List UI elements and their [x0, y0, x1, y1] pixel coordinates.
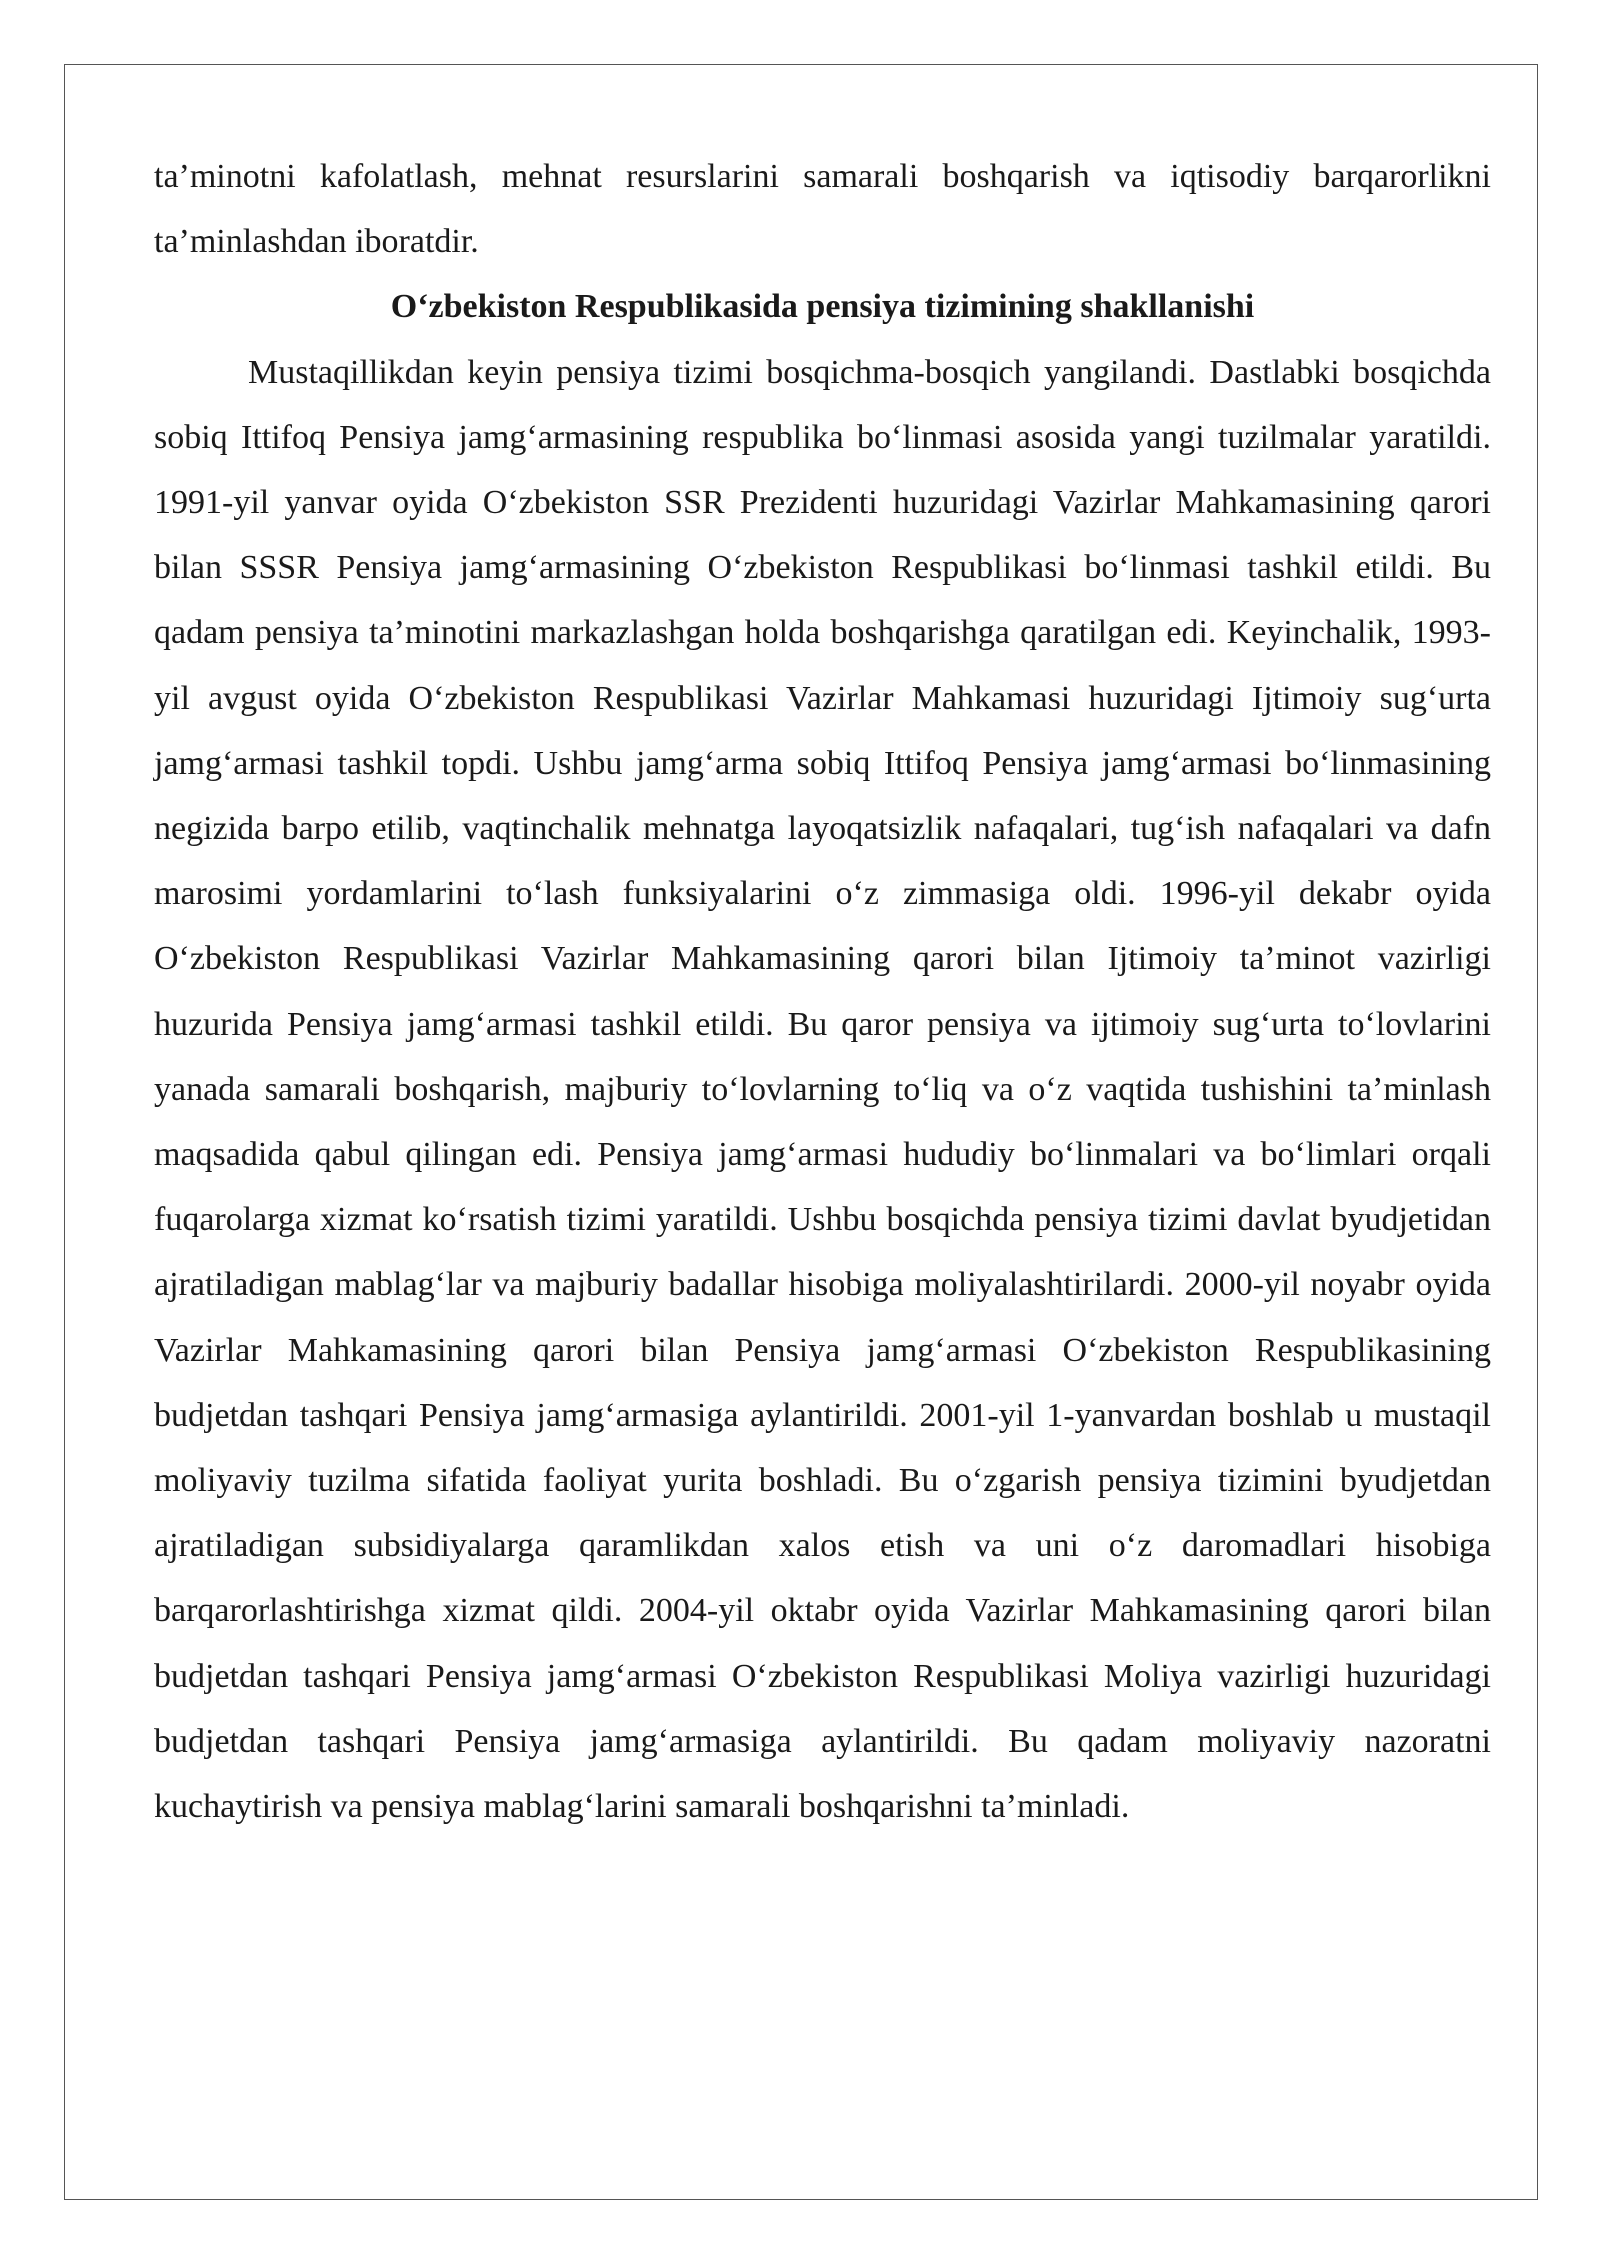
document-body [154, 144, 1491, 1839]
paragraph-main: Mustaqillikdan keyin pensiya tizimi bosqichma-bosqich yangilandi. Dastlabki bosqichda sobiq Ittifoq Pensiya jamg‘armasining respublika bo‘linmasi asosida yangi tuzilmalar yaratildi. 1991-yil yanvar oyida O‘zbekiston SSR Prezidenti huzuridagi Vazirlar Mahkamasining qarori bilan SSSR Pensiya jamg‘armasining O‘zbekiston Respublikasi bo‘linmasi tashkil etildi. Bu qadam pensiya ta’minotini markazlashgan holda boshqarishga qaratilgan edi. Keyinchalik, 1993-yil avgust oyida O‘zbekiston Respublikasi Vazirlar Mahkamasi huzuridagi Ijtimoiy sug‘urta jamg‘armasi tashkil topdi. Ushbu jamg‘arma sobiq Ittifoq Pensiya jamg‘armasi bo‘linmasining negizida barpo etilib, vaqtinchalik mehnatga layoqatsizlik nafaqalari, tug‘ish nafaqalari va dafn marosimi yordamlarini to‘lash funksiyalarini o‘z zimmasiga oldi. 1996-yil dekabr oyida O‘zbekiston Respublikasi Vazirlar Mahkamasining qarori bilan Ijtimoiy ta’minot vazirligi huzurida Pensiya jamg‘armasi tashkil etildi. Bu qaror pensiya va ijtimoiy sug‘urta to‘lovlarini yanada samarali boshqarish, majburiy to‘lovlarning to‘liq va o‘z vaqtida tushishini ta’minlash maqsadida qabul qilingan edi. Pensiya jamg‘armasi hududiy bo‘linmalari va bo‘limlari orqali fuqarolarga xizmat ko‘rsatish tizimi yaratildi. Ushbu bosqichda pensiya tizimi davlat byudjetidan ajratiladigan mablag‘lar va majburiy badallar hisobiga moliyalashtirilardi. 2000-yil noyabr oyida Vazirlar Mahkamasining qarori bilan Pensiya jamg‘armasi O‘zbekiston Respublikasining budjetdan tashqari Pensiya jamg‘armasiga aylantirildi. 2001-yil 1-yanvardan boshlab u mustaqil moliyaviy tuzilma sifatida faoliyat yurita boshladi. Bu o‘zgarish pensiya tizimini byudjetdan ajratiladigan subsidiyalarga qaramlikdan xalos etish va uni o‘z daromadlari hisobiga barqarorlashtirishga xizmat qildi. 2004-yil oktabr oyida Vazirlar Mahkamasining qarori bilan budjetdan tashqari Pensiya jamg‘armasi O‘zbekiston Respublikasi Moliya vazirligi huzuridagi budjetdan tashqari Pensiya jamg‘armasiga aylantirildi. Bu qadam moliyaviy nazoratni kuchaytirish va pensiya mablag‘larini samarali boshqarishni ta’minladi. [154, 353, 1491, 1826]
section-heading: O‘zbekiston Respublikasida pensiya tizimining shakllanishi [390, 288, 1255, 326]
paragraph-continued: ta’minotni kafolatlash, mehnat resurslarini samarali boshqarish va iqtisodiy barqarorlikni ta’minlashdan iboratdir. [154, 158, 1491, 261]
